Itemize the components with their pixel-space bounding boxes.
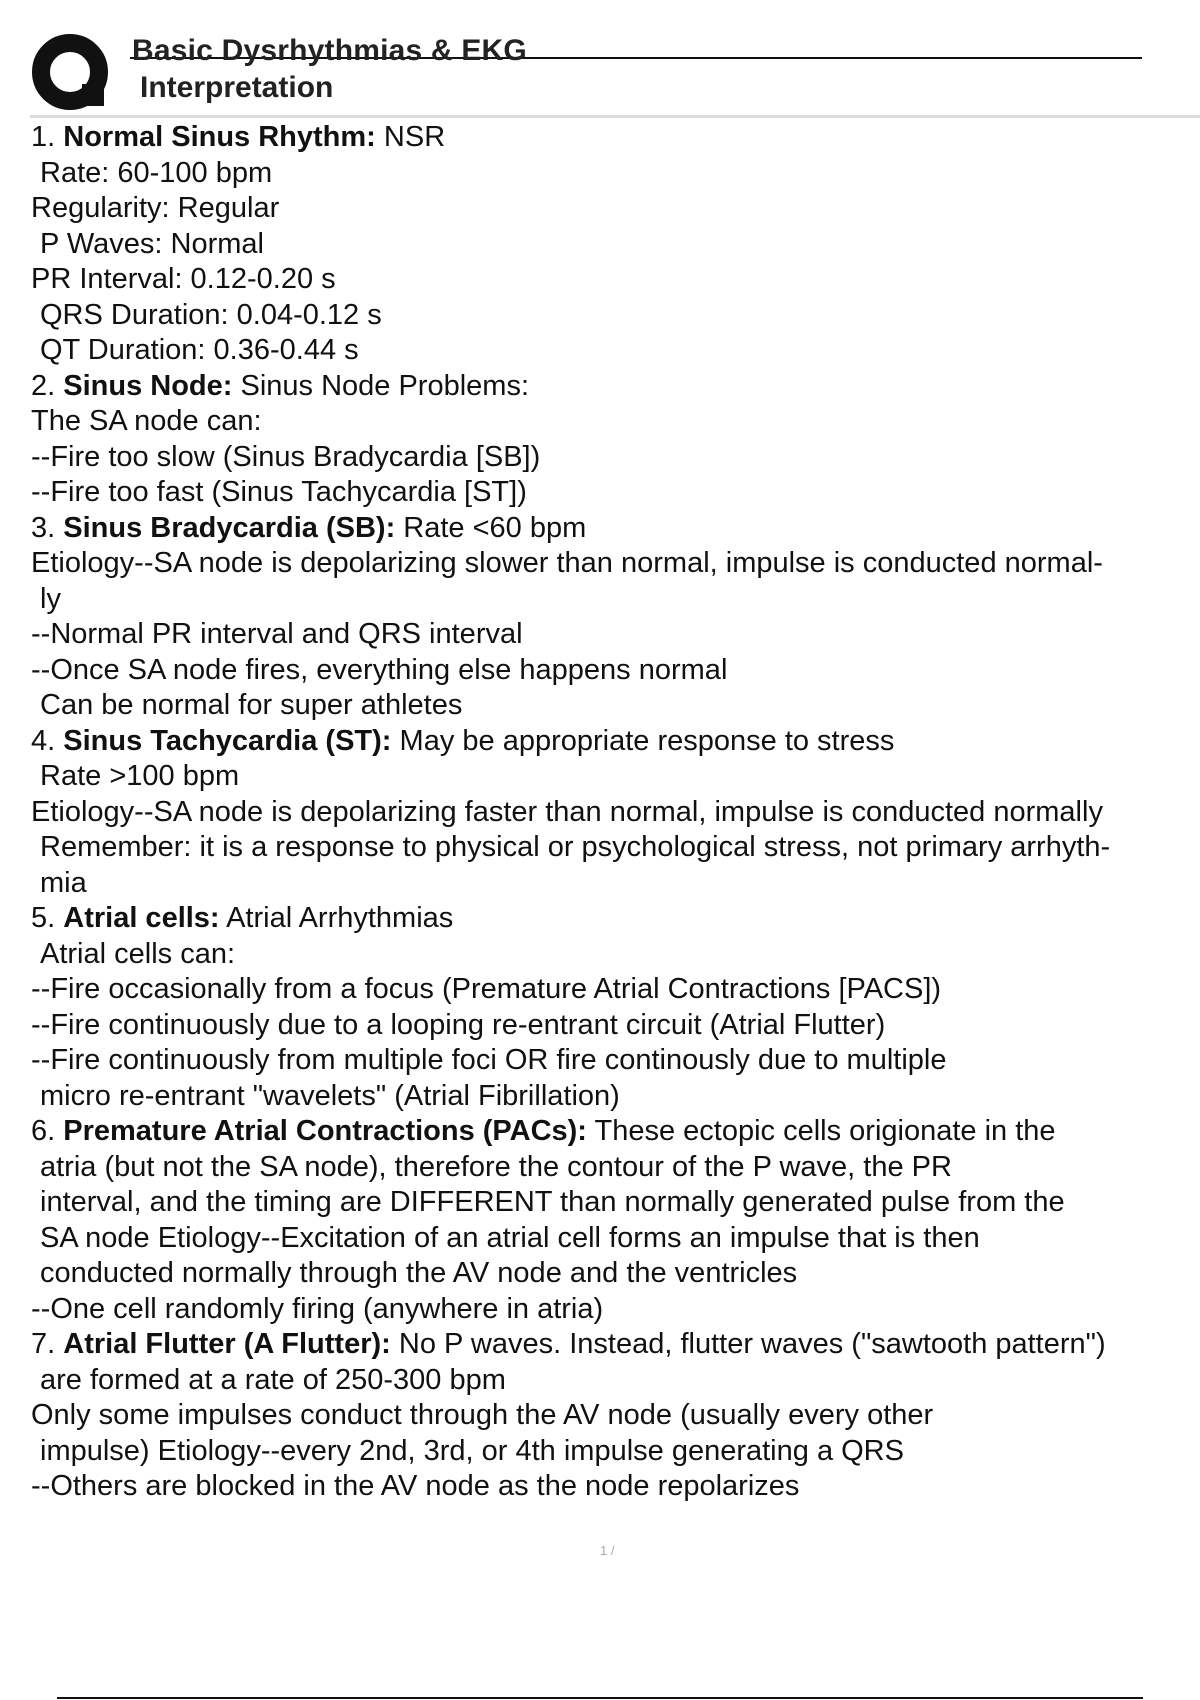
line-text: interval, and the timing are DIFFERENT than normally generated pulse from the — [40, 1186, 1065, 1218]
section-heading-line — [31, 1114, 1200, 1150]
line-text: ly — [40, 582, 61, 615]
line-text: PR Interval: 0.12-0.20 s — [31, 263, 336, 295]
section-term: Normal Sinus Rhythm: — [63, 121, 376, 153]
line-text: Can be normal for super athletes — [40, 689, 463, 721]
logo-q-icon — [30, 32, 112, 114]
section-heading-line — [31, 901, 1200, 937]
line-text: Atrial cells can: — [40, 937, 236, 970]
text-line — [31, 582, 1200, 618]
text-line — [31, 759, 1200, 795]
line-text: --Fire too slow (Sinus Bradycardia [SB]) — [31, 440, 541, 473]
page-number: 1 / — [600, 1543, 615, 1558]
section-heading-line — [31, 511, 1200, 547]
text-line — [31, 1008, 1200, 1044]
text-line — [31, 617, 1200, 653]
section-term: Atrial Flutter (A Flutter): — [63, 1328, 391, 1360]
section-number: 2. — [31, 369, 56, 402]
text-line — [31, 1221, 1200, 1257]
text-line — [31, 1256, 1200, 1292]
line-text: --Fire too fast (Sinus Tachycardia [ST]) — [31, 476, 527, 508]
line-text: NSR — [383, 121, 446, 153]
line-text: P Waves: Normal — [40, 227, 264, 260]
line-text: These ectopic cells origionate in the — [594, 1115, 1056, 1147]
line-text: Remember: it is a response to physical or psychological stress, not primary arrhyth- — [40, 831, 1111, 863]
line-text: QRS Duration: 0.04-0.12 s — [40, 298, 382, 331]
line-text: --Fire continuously from multiple foci OR fire continously due to multiple — [31, 1044, 947, 1076]
text-line — [31, 1469, 1200, 1505]
section-heading-line — [31, 1327, 1200, 1363]
text-line — [31, 262, 1200, 298]
line-text: --Others are blocked in the AV node as the node repolarizes — [31, 1470, 800, 1502]
document-title-line-1: Basic Dysrhythmias & EKG — [132, 34, 527, 67]
line-text: The SA node can: — [31, 405, 262, 437]
line-text: conducted normally through the AV node and the ventricles — [40, 1257, 798, 1289]
line-text: Sinus Node Problems: — [240, 369, 530, 402]
section-heading-line — [31, 369, 1200, 405]
section-number: 5. — [31, 902, 56, 934]
section-heading-line — [31, 120, 1200, 156]
section-number: 4. — [31, 724, 56, 757]
section-heading-line — [31, 724, 1200, 760]
line-text: Rate <60 bpm — [403, 511, 587, 544]
document-title-line-2: Interpretation — [140, 71, 334, 104]
text-line — [31, 440, 1200, 476]
text-line — [31, 1398, 1200, 1434]
section-term: Sinus Node: — [63, 369, 233, 402]
section-number: 3. — [31, 511, 56, 544]
text-line — [31, 972, 1200, 1008]
section-number: 6. — [31, 1115, 56, 1147]
text-line — [31, 227, 1200, 263]
text-line — [31, 546, 1200, 582]
text-line — [31, 1363, 1200, 1399]
section-number: 7. — [31, 1328, 56, 1360]
text-line — [31, 1434, 1200, 1470]
line-text: Atrial Arrhythmias — [226, 902, 454, 934]
line-text: Regularity: Regular — [31, 192, 280, 224]
line-text: May be appropriate response to stress — [399, 724, 895, 757]
line-text: atria (but not the SA node), therefore the contour of the P wave, the PR — [40, 1150, 952, 1183]
text-line — [31, 1043, 1200, 1079]
line-text: --Fire continuously due to a looping re-entrant circuit (Atrial Flutter) — [31, 1008, 886, 1041]
section-term: Premature Atrial Contractions (PACs): — [63, 1115, 587, 1147]
footer-divider — [57, 1697, 1143, 1699]
line-text: --Fire occasionally from a focus (Premature Atrial Contractions [PACS]) — [31, 973, 942, 1005]
header-divider — [30, 115, 1200, 118]
line-text: Etiology--SA node is depolarizing slower than normal, impulse is conducted normal- — [31, 547, 1103, 579]
text-line — [31, 866, 1200, 902]
line-text: Rate >100 bpm — [40, 760, 240, 792]
text-line — [31, 688, 1200, 724]
line-text: QT Duration: 0.36-0.44 s — [40, 334, 359, 366]
text-line — [31, 191, 1200, 227]
text-line — [31, 1185, 1200, 1221]
text-line — [31, 1150, 1200, 1186]
text-line — [31, 333, 1200, 369]
text-line — [31, 298, 1200, 334]
section-term: Atrial cells: — [63, 902, 220, 934]
section-term: Sinus Tachycardia (ST): — [63, 724, 392, 757]
text-line — [31, 1079, 1200, 1115]
text-line — [31, 653, 1200, 689]
line-text: --One cell randomly firing (anywhere in atria) — [31, 1292, 604, 1325]
line-text: Etiology--SA node is depolarizing faster than normal, impulse is conducted normally — [31, 795, 1103, 828]
text-line — [31, 937, 1200, 973]
text-line — [31, 1292, 1200, 1328]
line-text: micro re-entrant "wavelets" (Atrial Fibrillation) — [40, 1079, 620, 1112]
line-text: --Normal PR interval and QRS interval — [31, 618, 523, 650]
text-line — [31, 830, 1200, 866]
document-body — [31, 120, 1200, 1505]
line-text: Rate: 60-100 bpm — [40, 156, 273, 189]
line-text: SA node Etiology--Excitation of an atrial cell forms an impulse that is then — [40, 1221, 980, 1254]
line-text: Only some impulses conduct through the AV node (usually every other — [31, 1399, 934, 1431]
line-text: impulse) Etiology--every 2nd, 3rd, or 4th impulse generating a QRS — [40, 1434, 904, 1467]
text-line — [31, 795, 1200, 831]
text-line — [31, 156, 1200, 192]
text-line — [31, 404, 1200, 440]
line-text: are formed at a rate of 250-300 bpm — [40, 1363, 506, 1396]
text-line — [31, 475, 1200, 511]
section-number: 1. — [31, 121, 56, 153]
line-text: No P waves. Instead, flutter waves ("sawtooth pattern") — [398, 1328, 1106, 1360]
section-term: Sinus Bradycardia (SB): — [63, 511, 396, 544]
line-text: --Once SA node fires, everything else happens normal — [31, 653, 728, 686]
line-text: mia — [40, 866, 87, 899]
